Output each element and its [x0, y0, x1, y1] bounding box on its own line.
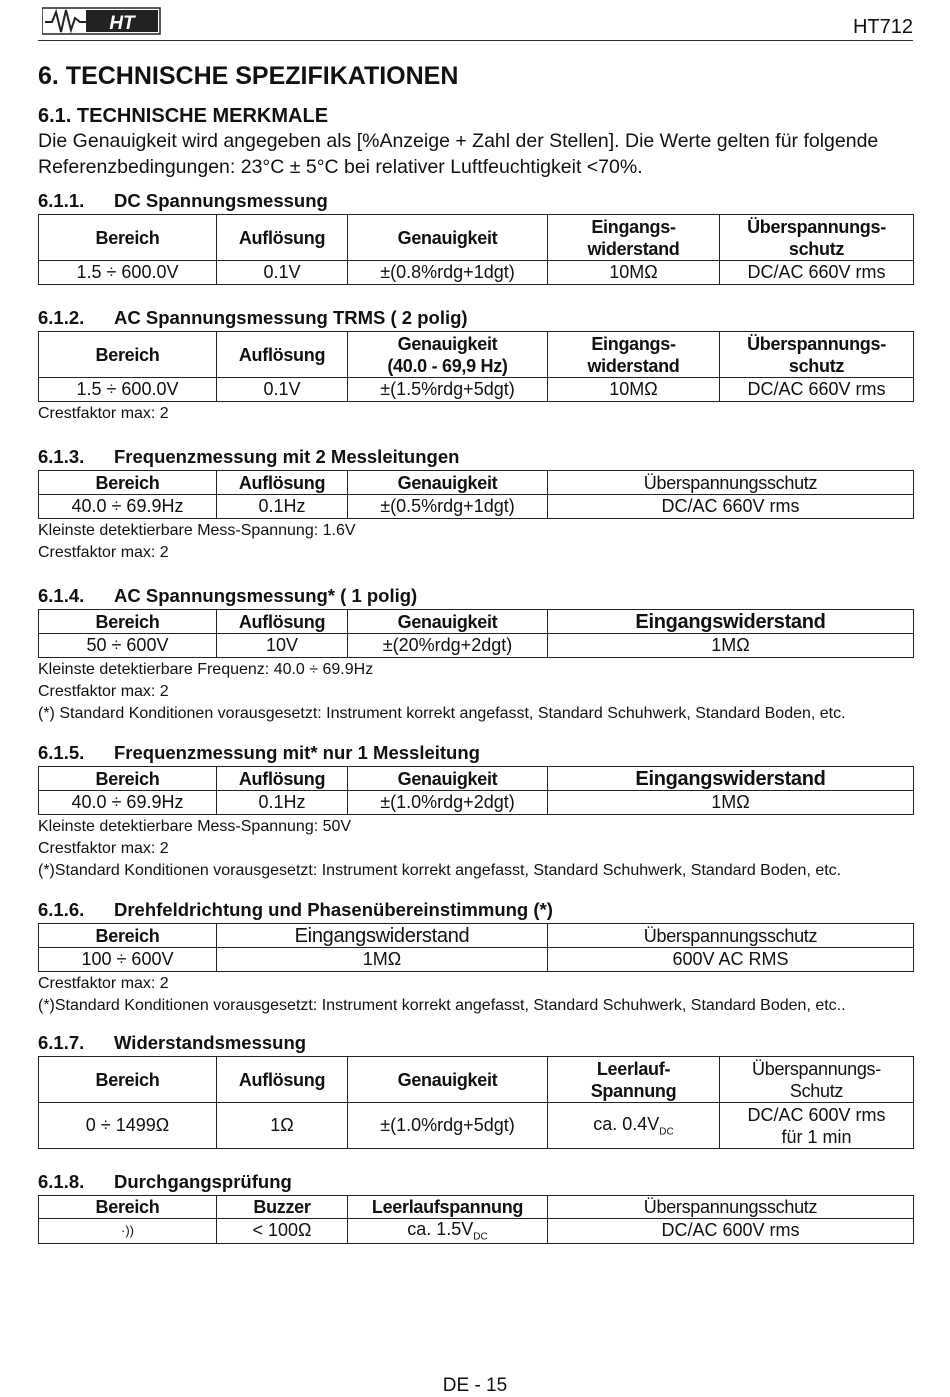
header-cell: Eingangs- widerstand: [548, 215, 720, 261]
table-row: [39, 1219, 914, 1244]
table-cell: ca. $1.5V_{DC}$: [348, 1219, 548, 1244]
header-cell: Überspannungs- schutz: [720, 332, 914, 378]
table-row: [39, 634, 914, 658]
header-cell: Eingangs- widerstand: [548, 332, 720, 378]
table-cell: 0.1Hz: [217, 495, 348, 519]
table-cell: 10MΩ: [548, 261, 720, 285]
page-title: 6. TECHNISCHE SPEZIFIKATIONEN: [38, 62, 459, 90]
note-text: (*)Standard Konditionen vorausgesetzt: Instrument korrekt angefasst, Standard Schuhwerk, Standard Boden, etc..: [38, 997, 846, 1014]
header-cell: Bereich: [39, 1057, 217, 1103]
table-cell: DC/AC 600V rms für 1 min: [720, 1103, 914, 1149]
table-row: [39, 1103, 914, 1149]
table-row: [39, 261, 914, 285]
header-divider: [38, 40, 913, 41]
header-cell: Überspannungsschutz: [548, 471, 914, 495]
table-cell: 0.1Hz: [217, 791, 348, 815]
table-cell: DC/AC 600V rms: [548, 1219, 914, 1244]
header-cell: Überspannungs- Schutz: [720, 1057, 914, 1103]
header-cell: Überspannungsschutz: [548, 1196, 914, 1219]
section-title: 6.1.3. Frequenzmessung mit 2 Messleitungen: [38, 446, 460, 467]
table-cell: 100 ÷ 600V: [39, 948, 217, 972]
table-row: [39, 378, 914, 402]
header-cell: Bereich: [39, 924, 217, 948]
note-text: Crestfaktor max: 2: [38, 683, 169, 700]
header-cell: Genauigkeit: [348, 215, 548, 261]
table-cell: 1MΩ: [548, 791, 914, 815]
table-cell: 50 ÷ 600V: [39, 634, 217, 658]
header-cell: Überspannungsschutz: [548, 924, 914, 948]
header-cell: Buzzer: [217, 1196, 348, 1219]
spec-table-dc-voltage: [38, 214, 914, 285]
header-cell: Bereich: [39, 610, 217, 634]
note-text: Crestfaktor max: 2: [38, 840, 169, 857]
table-cell: 1MΩ: [217, 948, 548, 972]
page-header: [38, 0, 913, 42]
table-cell: ±(1.0%rdg+2dgt): [348, 791, 548, 815]
header-cell: Genauigkeit: [348, 471, 548, 495]
header-cell: Genauigkeit: [348, 610, 548, 634]
header-cell: Genauigkeit: [348, 1057, 548, 1103]
section-title: 6.1.4. AC Spannungsmessung* ( 1 polig): [38, 585, 418, 606]
section-title: 6.1.5. Frequenzmessung mit* nur 1 Messleitung: [38, 742, 480, 763]
table-cell: 1.5 ÷ 600.0V: [39, 378, 217, 402]
page-content: [38, 62, 913, 1244]
header-cell: Bereich: [39, 1196, 217, 1219]
table-cell: ±(0.8%rdg+1dgt): [348, 261, 548, 285]
note-text: Crestfaktor max: 2: [38, 975, 169, 992]
section-heading: 6.1. TECHNISCHE MERKMALE: [38, 105, 329, 127]
note-text: (*)Standard Konditionen vorausgesetzt: Instrument korrekt angefasst, Standard Schuhwerk, Standard Boden, etc.: [38, 862, 842, 879]
ht-logo-icon: [42, 6, 162, 36]
table-cell: 1Ω: [217, 1103, 348, 1149]
table-cell: ±(1.5%rdg+5dgt): [348, 378, 548, 402]
subscript-dc: DC: [473, 1231, 488, 1243]
header-cell: Bereich: [39, 332, 217, 378]
header-cell: Bereich: [39, 767, 217, 791]
table-cell: 10V: [217, 634, 348, 658]
section-title: 6.1.6. Drehfeldrichtung und Phasenübereinstimmung (*): [38, 899, 553, 920]
table-cell: 1.5 ÷ 600.0V: [39, 261, 217, 285]
spec-table-phase-rotation: [38, 923, 914, 972]
table-row: [39, 948, 914, 972]
header-cell: Leerlaufspannung: [348, 1196, 548, 1219]
header-cell: Auflösung: [217, 215, 348, 261]
page-number: DE - 15: [442, 1375, 508, 1396]
header-cell: Eingangswiderstand: [548, 767, 914, 791]
spec-table-continuity: [38, 1195, 914, 1244]
header-cell: Eingangswiderstand: [217, 924, 548, 948]
section-title: 6.1.8. Durchgangsprüfung: [38, 1171, 292, 1192]
header-cell: Auflösung: [217, 610, 348, 634]
intro-text: Die Genauigkeit wird angegeben als [%Anzeige + Zahl der Stellen]. Die Werte gelten für folgende Referenzbedingungen: 23°C ± 5°C bei relativer Luftfeuchtigkeit <70%.: [38, 130, 879, 178]
table-cell: 40.0 ÷ 69.9Hz: [39, 495, 217, 519]
table-cell: DC/AC 660V rms: [548, 495, 914, 519]
table-cell: 0 ÷ 1499Ω: [39, 1103, 217, 1149]
table-cell: 1MΩ: [548, 634, 914, 658]
header-cell: Leerlauf- Spannung: [548, 1057, 720, 1103]
spec-table-frequency-2-leads: [38, 470, 914, 519]
table-cell: DC/AC 660V rms: [720, 261, 914, 285]
header-cell: Genauigkeit: [348, 767, 548, 791]
table-cell: 0.1V: [217, 261, 348, 285]
buzzer-icon: ·)): [39, 1219, 217, 1244]
table-cell: DC/AC 660V rms: [720, 378, 914, 402]
table-cell: ±(1.0%rdg+5dgt): [348, 1103, 548, 1149]
spec-table-resistance: [38, 1056, 914, 1149]
note-text: Kleinste detektierbare Mess-Spannung: 50V: [38, 818, 352, 835]
note-text: Crestfaktor max: 2: [38, 544, 169, 561]
note-text: Crestfaktor max: 2: [38, 405, 169, 422]
spec-table-frequency-1-lead: [38, 766, 914, 815]
header-cell: Eingangswiderstand: [548, 610, 914, 634]
header-cell: Bereich: [39, 215, 217, 261]
table-cell: 0.1V: [217, 378, 348, 402]
header-cell: Auflösung: [217, 767, 348, 791]
header-cell: Auflösung: [217, 332, 348, 378]
note-text: Kleinste detektierbare Mess-Spannung: 1.6V: [38, 522, 356, 539]
note-text: (*) Standard Konditionen vorausgesetzt: Instrument korrekt angefasst, Standard Schuhwerk, Standard Boden, etc.: [38, 705, 846, 722]
table-cell: ±(0.5%rdg+1dgt): [348, 495, 548, 519]
table-cell: 10MΩ: [548, 378, 720, 402]
header-cell: Auflösung: [217, 471, 348, 495]
note-text: Kleinste detektierbare Frequenz: 40.0 ÷ 69.9Hz: [38, 661, 374, 678]
header-cell: Auflösung: [217, 1057, 348, 1103]
header-cell: Überspannungs- schutz: [720, 215, 914, 261]
table-row: [39, 791, 914, 815]
subscript-dc: DC: [659, 1126, 674, 1138]
model-name: HT712: [852, 16, 913, 38]
logo-text: HT: [109, 13, 135, 34]
section-title: 6.1.2. AC Spannungsmessung TRMS ( 2 polig): [38, 307, 468, 328]
table-cell: 40.0 ÷ 69.9Hz: [39, 791, 217, 815]
section-title: 6.1.1. DC Spannungsmessung: [38, 190, 328, 211]
header-cell: Genauigkeit (40.0 - 69,9 Hz): [348, 332, 548, 378]
section-title: 6.1.7. Widerstandsmessung: [38, 1032, 307, 1053]
table-cell: ca. $0.4V_{DC}$: [548, 1103, 720, 1149]
table-cell: 600V AC RMS: [548, 948, 914, 972]
spec-table-ac-voltage-2pole: [38, 331, 914, 402]
table-row: [39, 495, 914, 519]
table-cell: ±(20%rdg+2dgt): [348, 634, 548, 658]
table-cell: < 100Ω: [217, 1219, 348, 1244]
header-cell: Bereich: [39, 471, 217, 495]
spec-table-ac-voltage-1pole: [38, 609, 914, 658]
